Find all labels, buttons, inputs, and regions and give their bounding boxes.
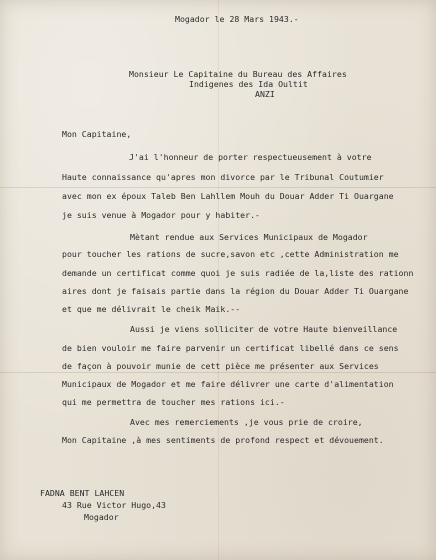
dateline: Mogador le 28 Mars 1943.- [175, 14, 299, 24]
body-line: de bien vouloir me faire parvenir un certificat libellé dans ce sens [62, 343, 399, 353]
signature-name: FADNA BENT LAHCEN [40, 488, 125, 498]
body-line: et que me délivrait le cheik Maik.-- [62, 304, 241, 314]
body-line: Mètant rendue aux Services Municipaux de Mogador [130, 232, 368, 242]
body-line: qui me permettra de toucher mes rations ici.- [62, 397, 285, 407]
body-line: demande un certificat comme quoi je suis radiée de la,liste des rationn [62, 268, 414, 278]
closing-line: Mon Capitaine ,à mes sentiments de profond respect et dévouement. [62, 435, 384, 445]
body-line: de façon à pouvoir munie de cett pièce me présenter aux Services [62, 361, 379, 371]
body-line: pour toucher les rations de sucre,savon etc ,cette Administration me [62, 249, 399, 259]
body-line: aires dont je faisais partie dans la région du Douar Adder Ti Ouargane [62, 286, 409, 296]
body-line: je suis venue à Mogador pour y habiter.- [62, 210, 260, 220]
body-line: J'ai l'honneur de porter respectueusement à votre [129, 152, 372, 162]
recipient-line-3: ANZI [255, 89, 275, 99]
recipient-line-1: Monsieur Le Capitaine du Bureau des Affaires [129, 69, 347, 79]
signature-address: 43 Rue Victor Hugo,43 [62, 500, 166, 510]
body-line: avec mon ex époux Taleb Ben Lahllem Mouh du Douar Adder Ti Ouargane [62, 191, 394, 201]
salutation: Mon Capitaine, [62, 129, 132, 139]
closing-line: Avec mes remerciements ,je vous prie de croire, [130, 417, 363, 427]
body-line: Municipaux de Mogador et me faire délivrer une carte d'alimentation [62, 379, 394, 389]
body-line: Aussi je viens solliciter de votre Haute bienveillance [130, 324, 398, 334]
recipient-line-2: Indigenes des Ida Oultit [189, 79, 308, 89]
body-line: Haute connaissance qu'apres mon divorce par le Tribunal Coutumier [62, 172, 384, 182]
signature-city: Mogador [84, 512, 119, 522]
